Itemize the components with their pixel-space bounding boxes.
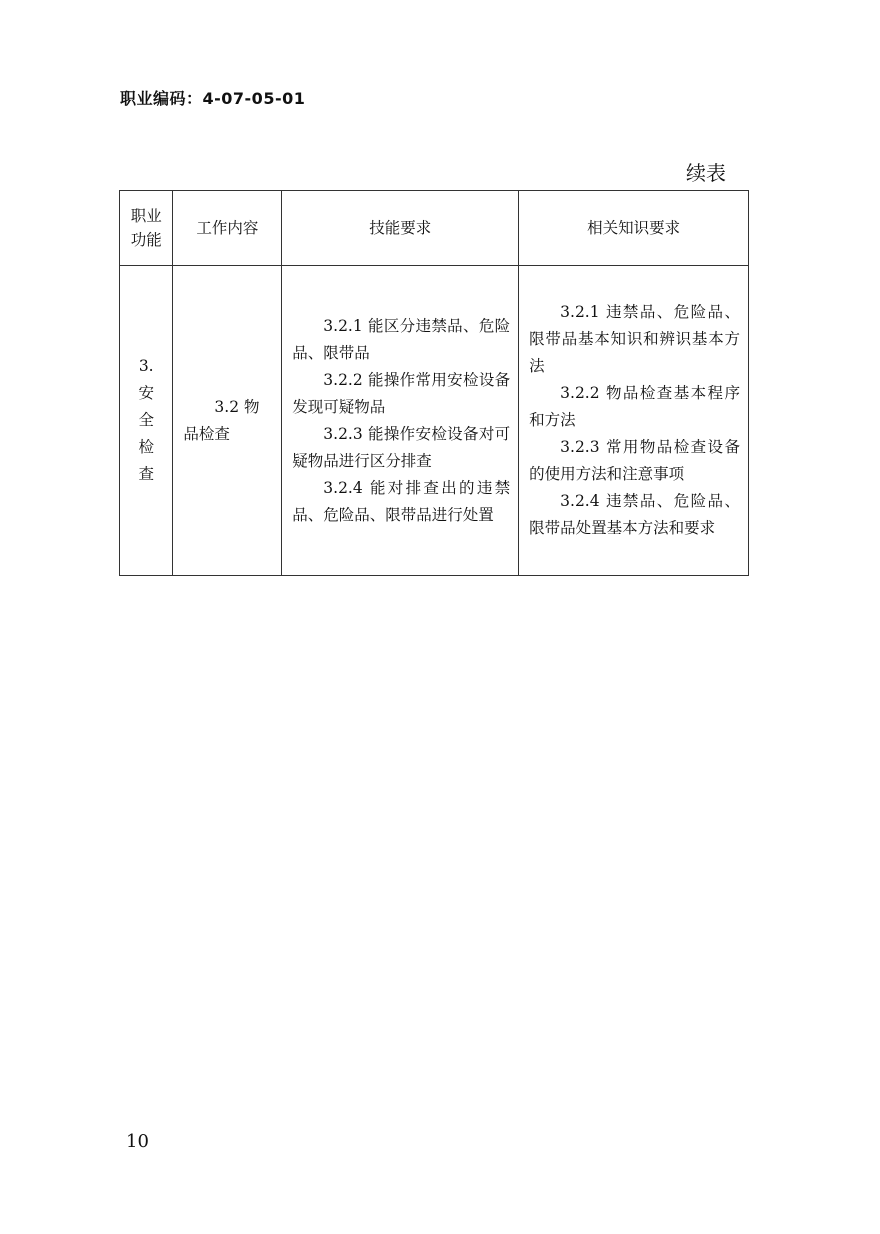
work-content-cell [173, 266, 282, 576]
skill-item: 3.2.4 能对排查出的违禁品、危险品、限带品进行处置 [292, 478, 511, 524]
work-content-text: 3.2 物品检查 [183, 397, 260, 443]
knowledge-item: 3.2.4 违禁品、危险品、限带品处置基本方法和要求 [529, 492, 740, 537]
knowledge-cell [519, 266, 749, 576]
function-char: 3. [138, 357, 154, 375]
page-number: 10 [126, 1131, 149, 1152]
knowledge-item: 3.2.2 物品检查基本程序和方法 [529, 384, 740, 429]
header-function: 职业功能 [120, 191, 173, 266]
function-cell [120, 266, 173, 576]
knowledge-item: 3.2.3 常用物品检查设备的使用方法和注意事项 [529, 438, 740, 483]
function-char: 查 [138, 465, 154, 483]
skills-cell [282, 266, 519, 576]
skill-item: 3.2.2 能操作常用安检设备发现可疑物品 [292, 370, 511, 416]
occupation-code: 职业编码：4-07-05-01 [120, 89, 306, 108]
skill-item: 3.2.1 能区分违禁品、危险品、限带品 [292, 316, 511, 362]
table-row [120, 266, 749, 576]
function-char: 安 [138, 384, 154, 402]
header-work-content: 工作内容 [173, 191, 282, 266]
header-skill-requirements: 技能要求 [282, 191, 519, 266]
knowledge-item: 3.2.1 违禁品、危险品、限带品基本知识和辨识基本方法 [529, 303, 740, 375]
table-continued-label: 续表 [686, 161, 726, 185]
function-char: 全 [138, 411, 154, 429]
function-char: 检 [138, 438, 154, 456]
table-header-row [120, 191, 749, 266]
header-knowledge-requirements: 相关知识要求 [519, 191, 749, 266]
skill-item: 3.2.3 能操作安检设备对可疑物品进行区分排查 [292, 424, 511, 470]
requirements-table [119, 190, 749, 576]
